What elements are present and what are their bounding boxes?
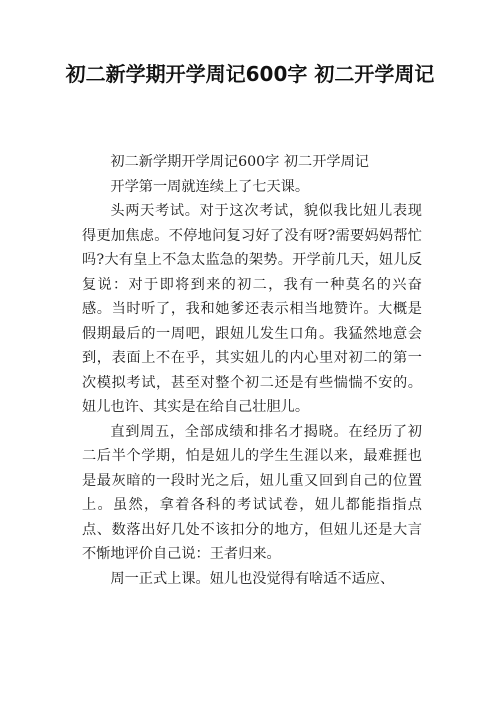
paragraph: 头两天考试。对于这次考试，貌似我比妞儿表现得更加焦虑。不停地问复习好了没有呀?需要妈妈帮忙吗?大有皇上不急太监急的架势。开学前几天，妞儿反复说：对于即将到来的初二，我有一种莫名的兴奋感。当时听了，我和她爹还表示相当地赞许。大概是假期最后的一周吧，跟妞儿发生口角。我猛然地意会到，表面上不在乎，其实妞儿的内心里对初二的第一次模拟考试，甚至对整个初二还是有些惴惴不安的。妞儿也许、其实是在给自己壮胆儿。 [82, 203, 422, 415]
paragraph: 周一正式上课。妞儿也没觉得有啥适不适应、 [110, 570, 395, 587]
document-title: 初二新学期开学周记600字 初二开学周记 [65, 62, 435, 86]
paragraph: 直到周五，全部成绩和排名才揭晓。在经历了初二后半个学期，怕是妞儿的学生生涯以来，最难捱也是最灰暗的一段时光之后，妞儿重又回到自己的位置上。虽然，拿着各科的考试试卷，妞儿都能指指点点、数落出好几处不该扣分的地方，但妞儿还是大言不惭地评价自己说：王者归来。 [82, 423, 422, 562]
paragraph: 初二新学期开学周记600字 初二开学周记 [110, 154, 369, 170]
paragraph: 开学第一周就连续上了七天课。 [110, 178, 310, 195]
document-body [82, 150, 422, 591]
